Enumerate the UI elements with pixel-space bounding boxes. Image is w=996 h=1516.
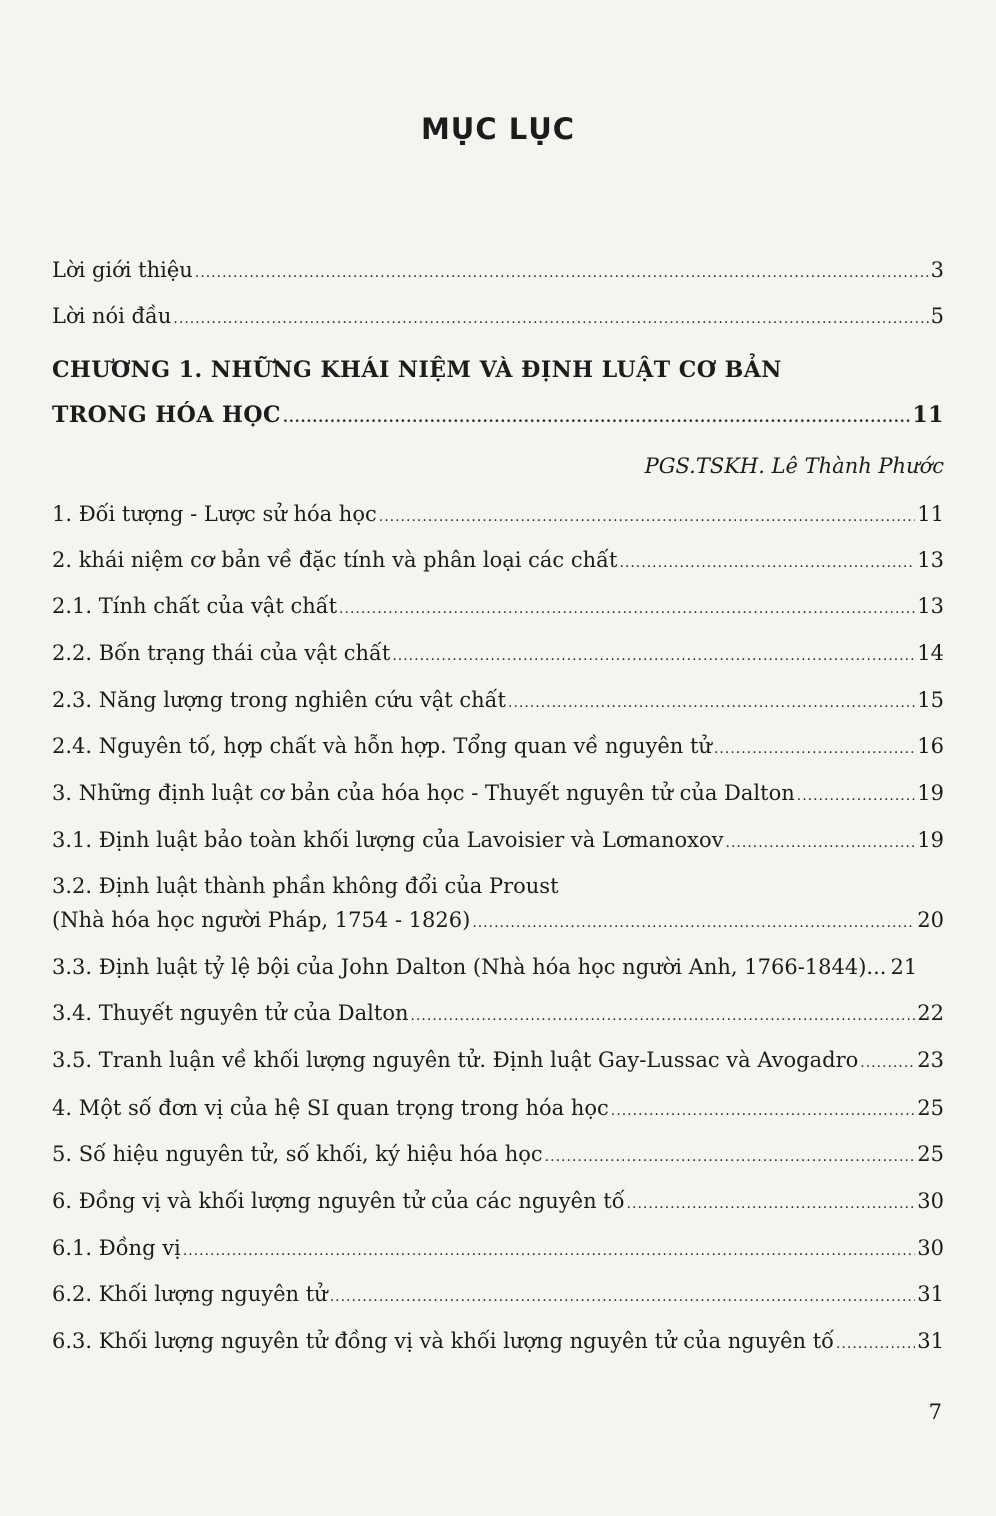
toc-entry [52,1091,944,1125]
chapter-heading [52,353,944,387]
toc-entry-text: 4. Một số đơn vị của hệ SI quan trọng trong hóa học [52,1096,609,1120]
dot-leader [195,256,929,290]
toc-entry [52,1231,944,1265]
toc-entry-text: (Nhà hóa học người Pháp, 1754 - 1826) [52,908,471,932]
toc-entry-page: 25 [917,1142,944,1166]
toc-entry [52,729,944,763]
toc-entry [52,776,944,810]
dot-leader [714,732,915,766]
toc-entry-text: 6. Đồng vị và khối lượng nguyên tử của các nguyên tố [52,1189,625,1213]
toc-entry-text: 2.2. Bốn trạng thái của vật chất [52,641,391,665]
toc-entry-page: 19 [917,781,944,805]
toc-entry [52,903,944,937]
toc-entry-page: 13 [917,548,944,572]
toc-entry [52,996,944,1030]
toc-entry-page: 11 [912,402,944,428]
dot-leader [836,1327,915,1361]
toc-entry-text: 2.4. Nguyên tố, hợp chất và hỗn hợp. Tổng quan về nguyên tử [52,734,712,758]
toc-entry-text: Lời nói đầu [52,304,172,328]
page-number: 7 [928,1400,942,1424]
toc-entry [52,683,944,717]
dot-leader [797,779,916,813]
dot-leader [508,686,915,720]
dot-leader [472,906,915,940]
toc-entry [52,950,944,984]
toc-entry-page: 5 [930,304,944,328]
toc-entry-page: 11 [917,502,944,526]
toc-entry-page: 13 [917,594,944,618]
toc-entry-text: 2.1. Tính chất của vật chất [52,594,338,618]
toc-entry-page: 22 [917,1001,944,1025]
dot-leader [392,639,915,673]
toc-entry [52,1043,944,1077]
toc-entry [52,299,944,333]
toc-entry-text: 3. Những định luật cơ bản của hóa học - Thuyết nguyên tử của Dalton [52,781,795,805]
toc-entry-text: 6.2. Khối lượng nguyên tử [52,1282,328,1306]
dot-leader [330,1280,916,1314]
dot-leader [860,1046,915,1080]
toc-entry [52,543,944,577]
toc-entry-text: 3.2. Định luật thành phần không đổi của Proust [52,874,559,898]
toc-entry-page: 19 [917,828,944,852]
toc-entry-text: 1. Đối tượng - Lược sử hóa học [52,502,377,526]
toc-entry-text: 3.3. Định luật tỷ lệ bội của John Dalton (Nhà hóa học người Anh, 1766-1844)... [52,955,887,979]
toc-entry-page: 3 [930,258,944,282]
toc-entry [52,1324,944,1358]
toc-entry-page: 31 [917,1282,944,1306]
dot-leader [173,302,928,336]
toc-entry-page: 25 [917,1096,944,1120]
toc-entry [52,253,944,287]
toc-entry-text: 2.3. Năng lượng trong nghiên cứu vật chất [52,688,506,712]
toc-entry [52,823,944,857]
chapter-heading [52,398,944,432]
dot-leader [379,500,916,534]
page-title: MỤC LỤC [420,112,576,146]
chapter-heading-text: CHƯƠNG 1. NHỮNG KHÁI NIỆM VÀ ĐỊNH LUẬT CƠ BẢN [52,357,782,383]
dot-leader [726,826,916,860]
chapter-heading-text: TRONG HÓA HỌC [52,402,282,428]
dot-leader [627,1187,916,1221]
toc-entry-page: 16 [917,734,944,758]
toc-entry [52,1137,944,1171]
toc-entry-page: 14 [917,641,944,665]
toc-entry-page: 21 [890,955,918,979]
toc-entry [52,636,944,670]
toc-entry-text: 3.5. Tranh luận về khối lượng nguyên tử. Định luật Gay-Lussac và Avogadro [52,1048,859,1072]
toc-entry-text: 2. khái niệm cơ bản về đặc tính và phân loại các chất [52,548,618,572]
toc-entry-page: 31 [917,1329,944,1353]
toc-entry-page: 15 [917,688,944,712]
dot-leader [339,592,915,626]
dot-leader [411,999,916,1033]
dot-leader [283,401,910,435]
toc-entry-page: 30 [917,1236,944,1260]
dot-leader [611,1094,915,1128]
toc-entry-page: 30 [917,1189,944,1213]
toc-entry-text: 5. Số hiệu nguyên tử, số khối, ký hiệu hóa học [52,1142,543,1166]
toc-entry-text: 3.4. Thuyết nguyên tử của Dalton [52,1001,409,1025]
toc-entry-text: 3.1. Định luật bảo toàn khối lượng của Lavoisier và Lơmanoxov [52,828,724,852]
toc-entry [52,497,944,531]
toc-entry-page: 20 [917,908,944,932]
toc-entry-text: 6.1. Đồng vị [52,1236,181,1260]
toc-entry [52,1277,944,1311]
dot-leader [545,1140,916,1174]
toc-entry [52,1184,944,1218]
chapter-author: PGS.TSKH. Lê Thành Phước [644,454,944,478]
dot-leader [183,1234,915,1268]
toc-entry [52,589,944,623]
toc-entry-text: Lời giới thiệu [52,258,193,282]
toc-entry-page: 23 [917,1048,944,1072]
dot-leader [619,546,915,580]
toc-entry-text: 6.3. Khối lượng nguyên tử đồng vị và khối lượng nguyên tử của nguyên tố [52,1329,834,1353]
toc-entry [52,869,944,903]
